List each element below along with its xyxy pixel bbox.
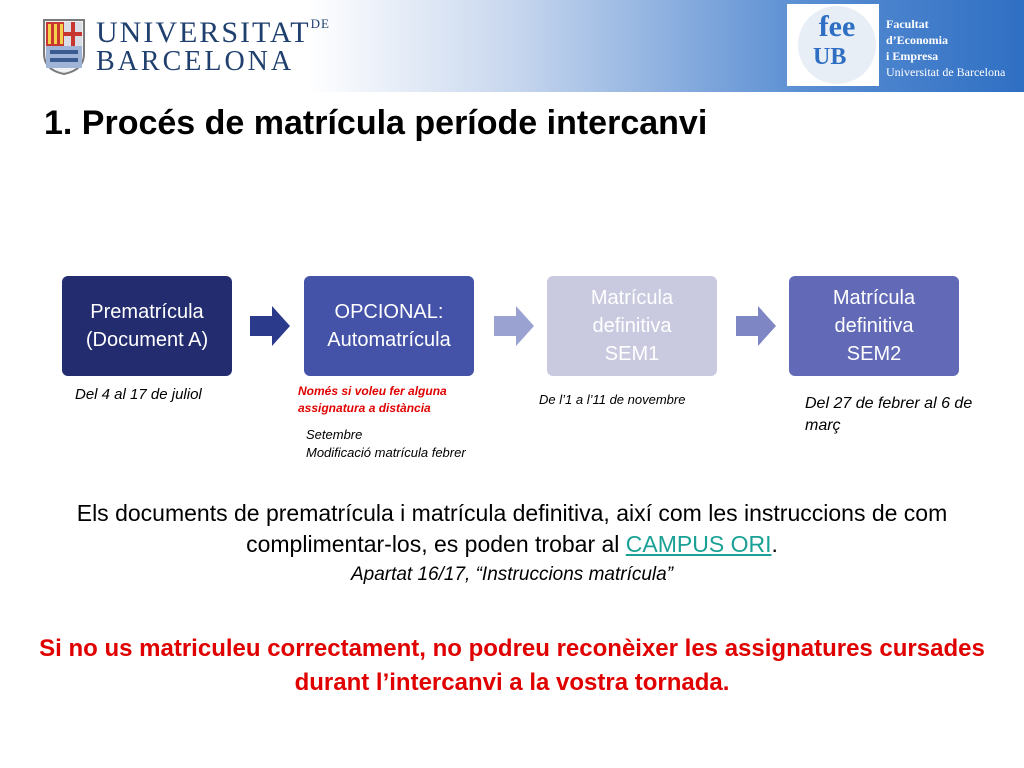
step-opcional: OPCIONAL: Automatrícula <box>304 276 474 376</box>
step-sem1: Matrícula definitiva SEM1 <box>547 276 717 376</box>
instructions-subline: Apartat 16/17, “Instruccions matrícula” <box>350 564 674 585</box>
arrow-right-icon <box>736 306 776 346</box>
warning-text: Si no us matriculeu correctament, no podreu reconèixer les assignatures cursades durant l’intercanvi a la vostra tornada. <box>39 635 985 696</box>
arrow-right-icon <box>250 306 290 346</box>
instructions-paragraph <box>30 498 994 560</box>
university-name-line1: $UNIVERSITAT^{DE}$ <box>96 16 330 49</box>
university-name-line2: BARCELONA <box>96 46 295 77</box>
opcional-dates: Setembre Modificació matrícula febrer <box>306 427 466 460</box>
instructions-end: . <box>771 531 778 557</box>
instructions-text: Els documents de prematrícula i matrícula definitiva, així com les instruccions de com complimentar-los, es poden trobar al <box>76 500 948 557</box>
prematricula-date: Del 4 al 17 de juliol <box>75 386 202 403</box>
step-sem2: Matrícula definitiva SEM2 <box>789 276 959 376</box>
step-prematricula: Prematrícula (Document A) <box>62 276 232 376</box>
faculty-name: Facultat d’Economia i Empresa Universitat de Barcelona <box>886 17 1006 79</box>
sem1-date: De l’1 a l’11 de novembre <box>539 392 686 407</box>
opcional-note: Només si voleu fer alguna assignatura a distància <box>298 384 447 415</box>
faculty-logo-ub: UB <box>813 44 847 70</box>
sem2-date: Del 27 de febrer al 6 de març <box>805 395 973 434</box>
campus-ori-link[interactable]: CAMPUS ORI <box>625 531 772 557</box>
arrow-right-icon <box>494 306 534 346</box>
slide-header <box>0 0 1024 92</box>
slide-title: 1. Procés de matrícula període intercanvi <box>44 104 708 142</box>
faculty-logo: fee <box>818 10 856 43</box>
university-crest-icon <box>42 14 86 76</box>
